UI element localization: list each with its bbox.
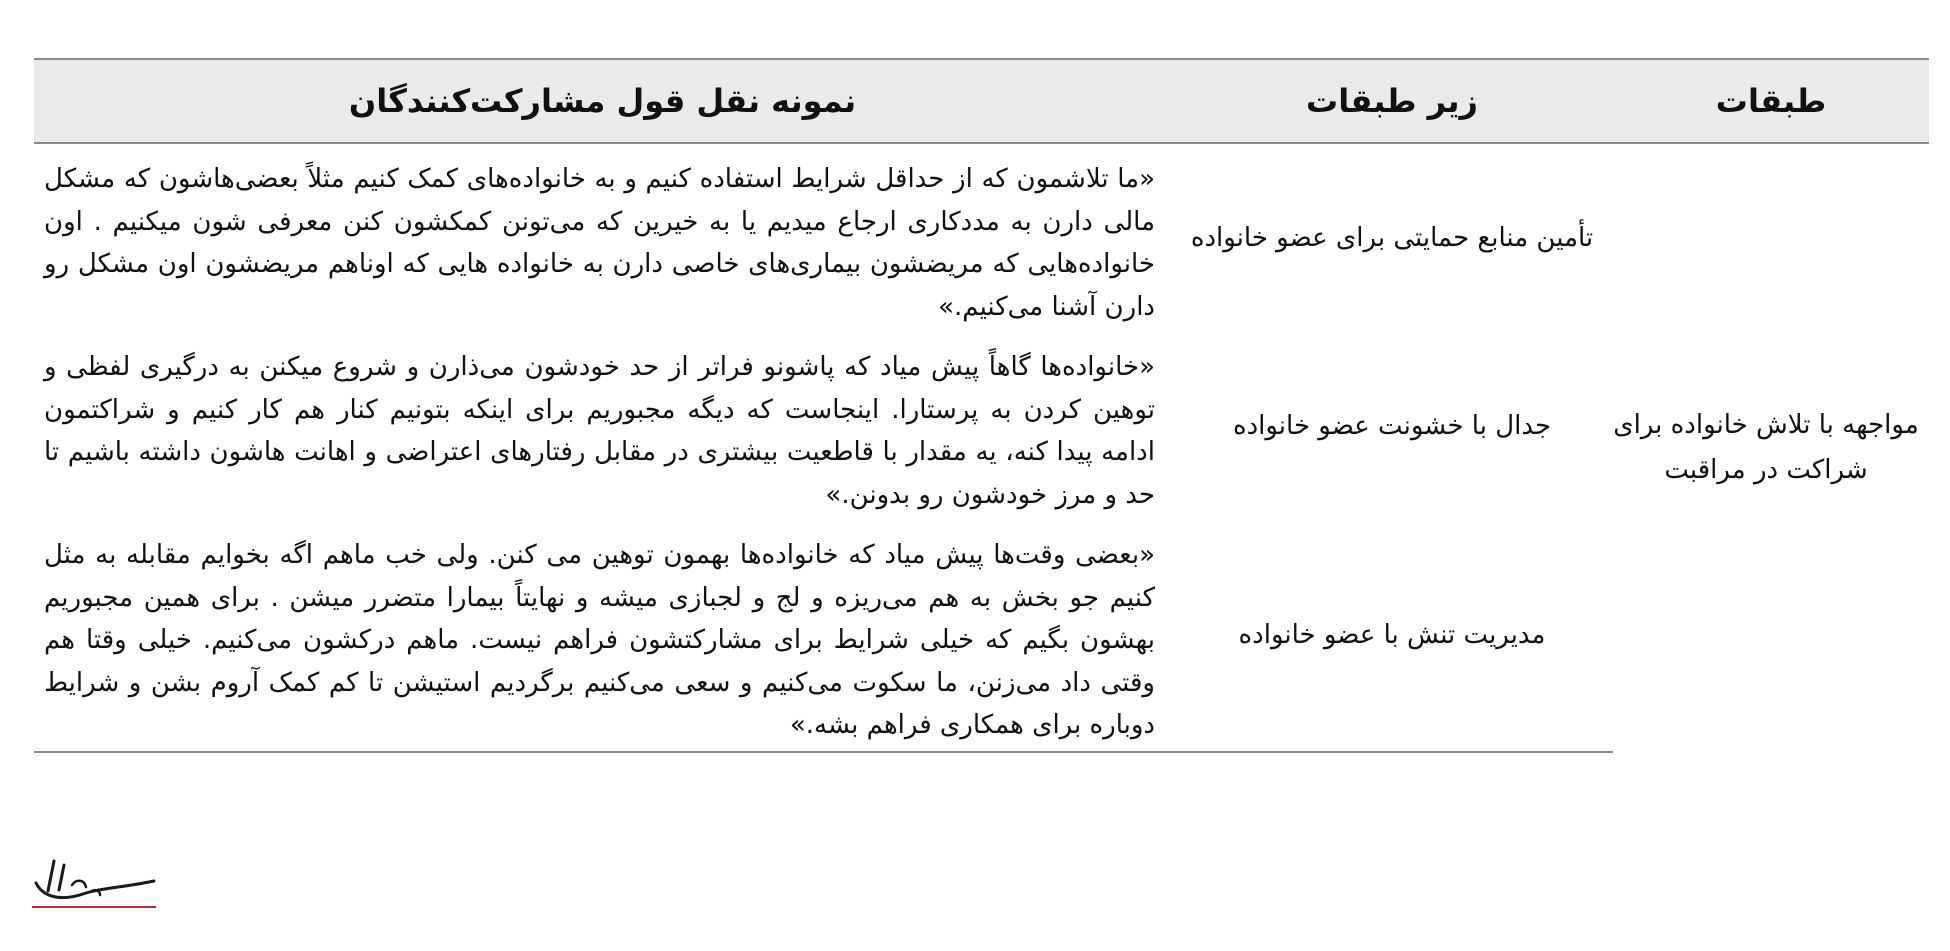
header-category: طبقات (1613, 59, 1929, 143)
table-header-row (34, 59, 1929, 143)
salmand-logo (30, 855, 160, 915)
header-quotes: نمونه نقل قول مشارکت‌کنندگان (34, 59, 1171, 143)
quote-cell: «ما تلاشمون که از حداقل شرایط استفاده کنیم و به خانواده‌های کمک کنیم مثلاً بعضی‌هاشون که مشکل مالی دارن به مددکاری ارجاع میدیم یا به خیرین که می‌تونن کمکشون کنن معرفی شون میکنیم . اون خانواده‌هایی که مریضشون بیماری‌های خاصی دارن به خانواده هایی که اوناهم مریضشون اون مشکل رو دارن آشنا می‌کنیم.» (44, 164, 1155, 322)
subcategory-cell: تأمین منابع حمایتی برای عضو خانواده (1190, 223, 1594, 253)
table-row (34, 143, 1929, 332)
header-subcategory: زیر طبقات (1171, 59, 1613, 143)
category-cell: مواجهه با تلاش خانواده برای شراکت در مراقبت (1613, 409, 1919, 485)
subcategory-cell: مدیریت تنش با عضو خانواده (1171, 520, 1613, 752)
qualitative-themes-table (34, 58, 1929, 753)
quote-cell: «بعضی وقت‌ها پیش میاد که خانواده‌ها بهمون توهین می کنن. ولی خب ماهم اگه بخوایم مقابله به مثل کنیم جو بخش به هم می‌ریزه و لج و لجبازی میشه و نهایتاً بیمارا متضرر میشن . برای همین مجبوریم بهشون بگیم که خیلی شرایط برای مشارکتشون فراهم نیست. ماهم درکشون می‌کنیم. خیلی وقتا هم وقتی داد می‌زنن، ما سکوت می‌کنیم و سعی می‌کنیم برگردیم استیشن تا کم کمک آروم بشن و شرایط دوباره برای همکاری فراهم بشه.» (34, 520, 1171, 752)
subcategory-cell: جدال با خشونت عضو خانواده (1232, 411, 1552, 441)
quote-cell: «خانواده‌ها گاهاً پیش میاد که پاشونو فراتر از حد خودشون می‌ذارن و شروع میکنن به درگیری لفظی و توهین کردن به پرستارا. اینجاست که دیگه مجبوریم برای اینکه بتونیم کنار هم کار کنیم و شراکتمون ادامه پیدا کنه، یه مقدار با قاطعیت بیشتری در مقابل رفتارهای اعتراضی و اهانت هاشون داشته باشیم تا حد و مرز خودشون رو بدونن.» (44, 352, 1155, 510)
salmand-logo-mark (30, 855, 160, 915)
table-container (34, 58, 1929, 753)
